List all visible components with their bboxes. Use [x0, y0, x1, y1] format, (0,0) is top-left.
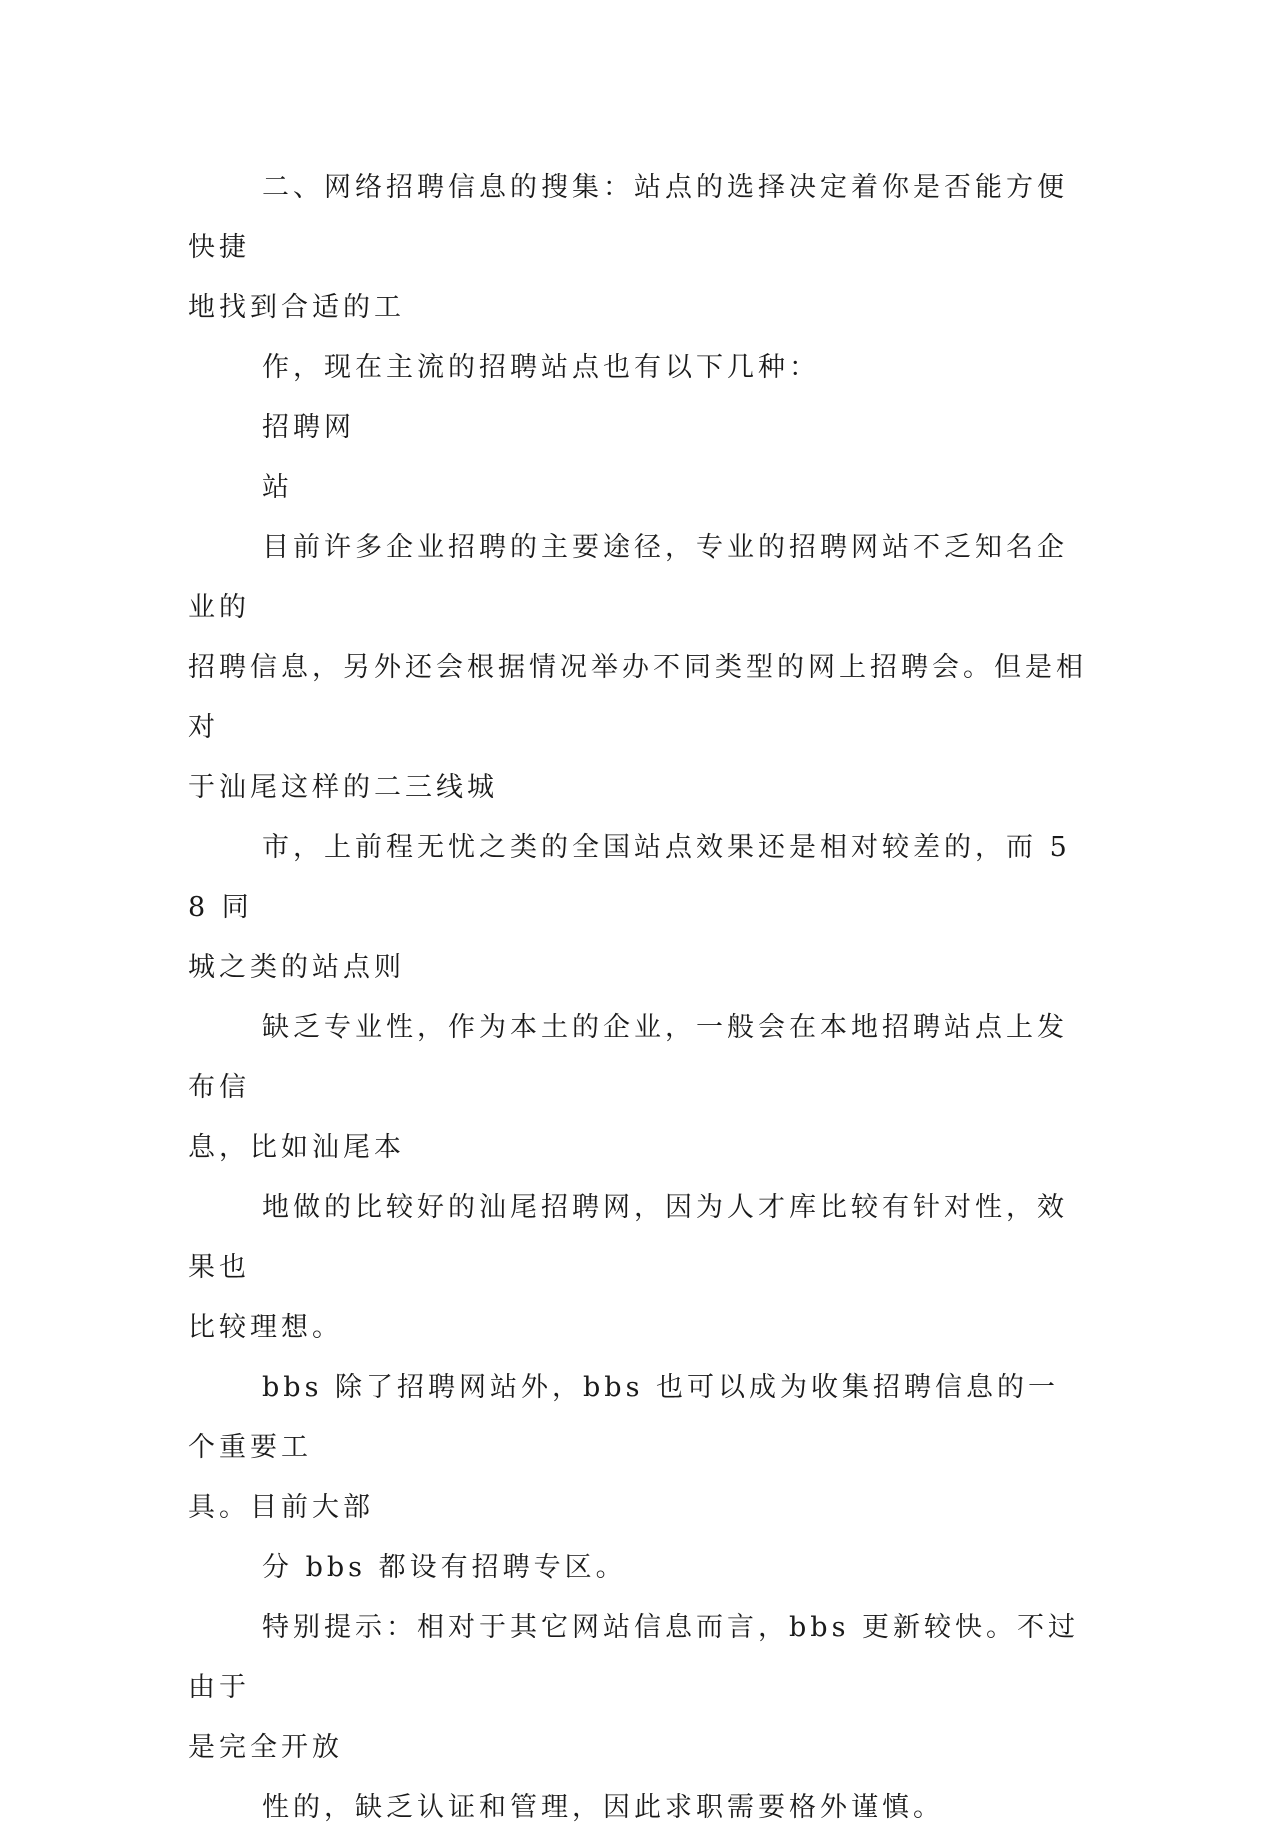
text-line-12: 息，比如汕尾本 — [188, 1132, 405, 1163]
text-line-15: bbs 除了招聘网站外，bbs 也可以成为收集招聘信息的一个重要工 — [188, 1372, 1060, 1463]
text-line-17: 分 bbs 都设有招聘专区。 — [262, 1552, 627, 1583]
text-line-3: 作，现在主流的招聘站点也有以下几种： — [262, 352, 820, 383]
text-line-10: 城之类的站点则 — [188, 952, 405, 983]
text-line-19: 是完全开放 — [188, 1732, 343, 1763]
text-line-6: 目前许多企业招聘的主要途径，专业的招聘网站不乏知名企业的 — [188, 532, 1068, 623]
text-line-20: 性的，缺乏认证和管理，因此求职需要格外谨慎。 — [262, 1792, 944, 1823]
text-line-4: 招聘网 — [262, 412, 355, 443]
document-body — [188, 158, 1088, 1838]
text-line-16: 具。目前大部 — [188, 1492, 374, 1523]
text-line-7: 招聘信息，另外还会根据情况举办不同类型的网上招聘会。但是相对 — [188, 652, 1087, 743]
text-line-2: 地找到合适的工 — [188, 292, 405, 323]
text-line-13: 地做的比较好的汕尾招聘网，因为人才库比较有针对性，效果也 — [188, 1192, 1068, 1283]
text-line-9: 市，上前程无忧之类的全国站点效果还是相对较差的，而 58 同 — [188, 832, 1071, 923]
text-line-1: 二、网络招聘信息的搜集：站点的选择决定着你是否能方便快捷 — [188, 172, 1068, 263]
text-line-11: 缺乏专业性，作为本土的企业，一般会在本地招聘站点上发布信 — [188, 1012, 1068, 1103]
text-line-14: 比较理想。 — [188, 1312, 343, 1343]
text-line-8: 于汕尾这样的二三线城 — [188, 772, 498, 803]
text-line-5: 站 — [262, 472, 293, 503]
text-line-18: 特别提示：相对于其它网站信息而言，bbs 更新较快。不过由于 — [188, 1612, 1080, 1703]
